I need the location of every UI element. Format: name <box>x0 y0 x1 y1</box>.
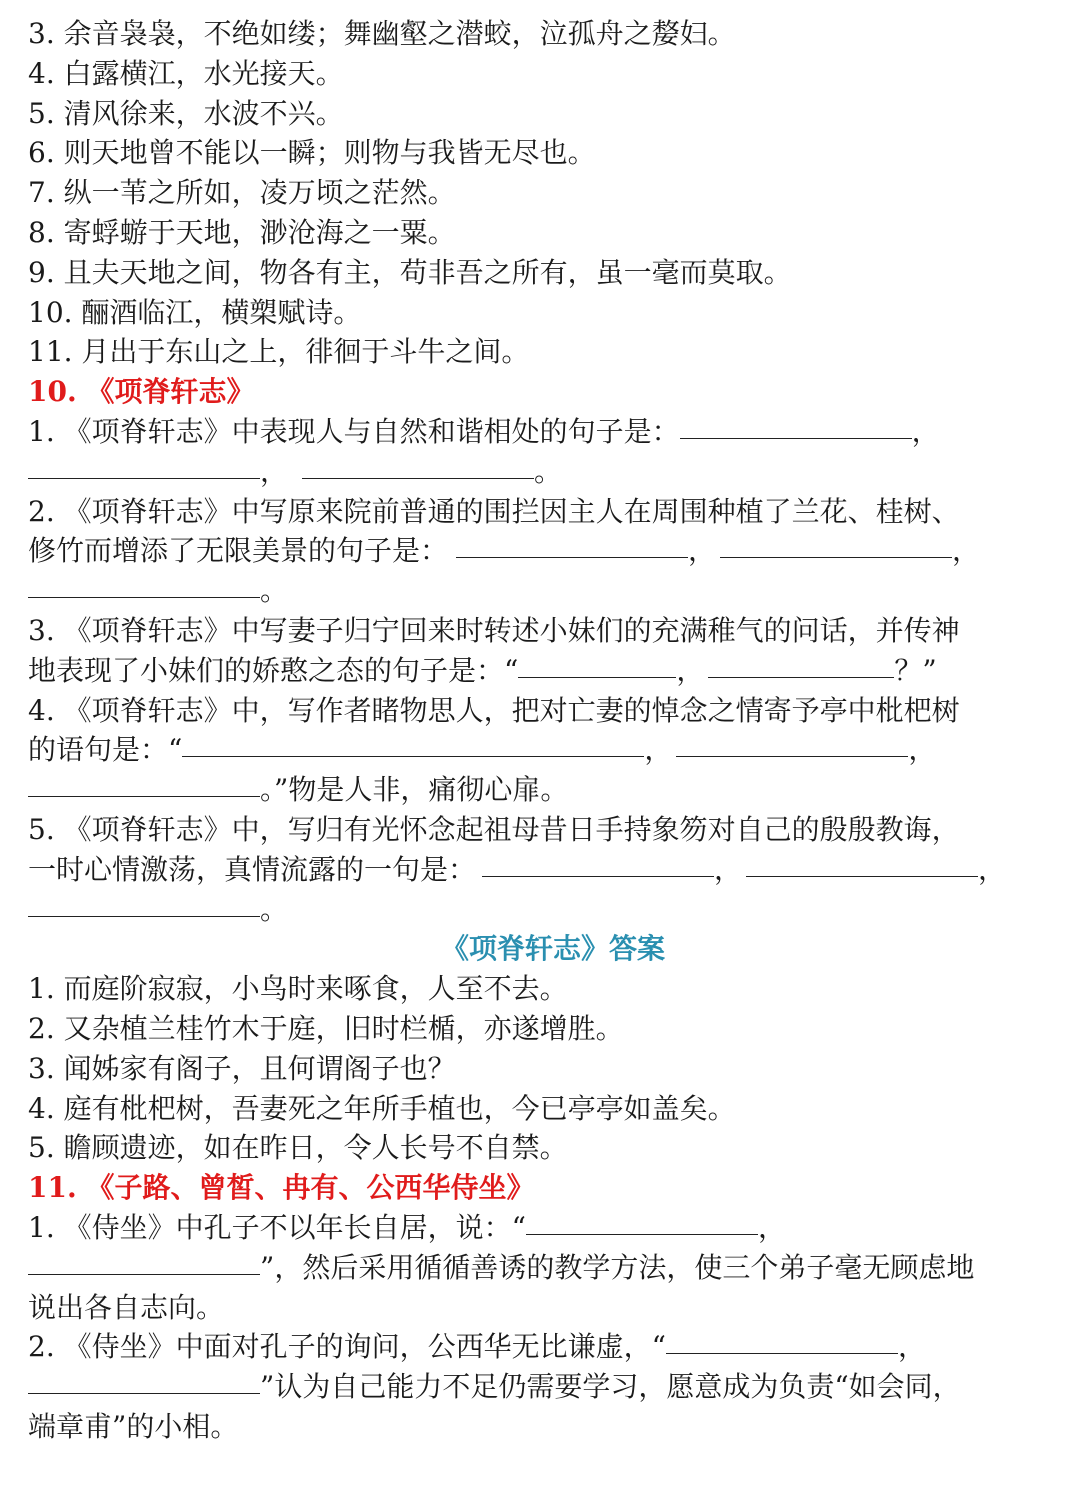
punct: 。 <box>260 574 289 608</box>
question-2-cont2: 端章甫”的小相。 <box>28 1409 239 1443</box>
section-heading-10: 10. 《项脊轩志》 <box>28 375 255 409</box>
question-4: 4. 《项脊轩志》中，写作者睹物思人，把对亡妻的悼念之情寄予亭中枇杷树 <box>28 693 960 727</box>
question-1-cont2: 说出各自志向。 <box>28 1290 225 1324</box>
punct: ， <box>897 1330 926 1364</box>
answer-line: 2. 又杂植兰桂竹木于庭，旧时栏楯，亦遂增胜。 <box>28 1011 624 1045</box>
previous-answers-list <box>28 14 1060 372</box>
question-text: 1. 《项脊轩志》中表现人与自然和谐相处的句子是： <box>28 414 680 448</box>
punct: ？” <box>894 653 937 687</box>
answer-line: 6. 则天地曾不能以一瞬；则物与我皆无尽也。 <box>28 136 596 170</box>
question-5-cont2 <box>28 890 1060 930</box>
answer-blank[interactable] <box>680 412 912 439</box>
question-text: 修竹而增添了无限美景的句子是： <box>28 534 449 568</box>
answer-line: 5. 瞻顾遗迹，如在昨日，令人长号不自禁。 <box>28 1131 568 1165</box>
question-text: 的语句是：“ <box>28 733 183 767</box>
answer-line: 3. 余音袅袅，不绝如缕；舞幽壑之潜蛟，泣孤舟之嫠妇。 <box>28 17 736 50</box>
punct: ， <box>757 1210 786 1244</box>
question-1-cont <box>28 1248 1060 1288</box>
punct: ， <box>911 414 940 448</box>
answer-line: 8. 寄蜉蝣于天地，渺沧海之一粟。 <box>28 215 456 249</box>
question-1 <box>28 412 1060 452</box>
answers-heading: 《项脊轩志》答案 <box>440 932 665 966</box>
punct: ， <box>908 733 937 767</box>
answer-line: 4. 庭有枇杷树，吾妻死之年所手植也，今已亭亭如盖矣。 <box>28 1091 736 1125</box>
answer-line: 4. 白露横江，水光接天。 <box>28 56 344 90</box>
answer-line: 11. 月出于东山之上，徘徊于斗牛之间。 <box>28 335 530 369</box>
question-text: 。”物是人非，痛彻心扉。 <box>260 773 569 807</box>
answer-blank[interactable] <box>526 1208 758 1235</box>
answer-blank[interactable] <box>28 770 260 797</box>
question-text: 地表现了小妹们的娇憨之态的句子是：“ <box>28 653 519 687</box>
punct: ， <box>714 852 743 886</box>
question-text: 一时心情激荡，真情流露的一句是： <box>28 852 477 886</box>
answer-line: 10. 酾酒临江，横槊赋诗。 <box>28 295 362 329</box>
question-2: 2. 《项脊轩志》中写原来院前普通的围拦因主人在周围种植了兰花、桂树、 <box>28 494 960 528</box>
document-page <box>28 14 1060 1447</box>
answer-blank[interactable] <box>302 452 534 479</box>
question-2-cont <box>28 1367 1060 1407</box>
answer-blank[interactable] <box>28 1248 260 1275</box>
punct: ， <box>978 852 1007 886</box>
answer-blank[interactable] <box>456 531 688 558</box>
answer-blank[interactable] <box>28 571 260 598</box>
answer-line: 5. 清风徐来，水波不兴。 <box>28 96 344 130</box>
answer-blank[interactable] <box>746 850 978 877</box>
answer-blank[interactable] <box>482 850 714 877</box>
answer-blank[interactable] <box>666 1327 898 1354</box>
answer-blank[interactable] <box>518 651 676 678</box>
answer-line: 1. 而庭阶寂寂，小鸟时来啄食，人至不去。 <box>28 972 568 1006</box>
answer-line: 7. 纵一苇之所如，凌万顷之茫然。 <box>28 176 456 210</box>
punct: ， <box>952 534 981 568</box>
question-1-cont <box>28 452 1060 492</box>
answers-list <box>28 969 1060 1168</box>
question-5: 5. 《项脊轩志》中，写归有光怀念起祖母昔日手持象笏对自己的殷殷教诲， <box>28 812 960 846</box>
question-2 <box>28 1327 1060 1367</box>
punct: ， <box>688 534 717 568</box>
question-4-cont <box>28 730 1060 770</box>
answer-line: 9. 且夫天地之间，物各有主，苟非吾之所有，虽一毫而莫取。 <box>28 255 792 289</box>
question-text: ”，然后采用循循善诱的教学方法，使三个弟子毫无顾虑地 <box>260 1250 975 1284</box>
answer-blank[interactable] <box>676 730 908 757</box>
answer-blank[interactable] <box>28 452 260 479</box>
question-3: 3. 《项脊轩志》中写妻子归宁回来时转述小妹们的充满稚气的问话，并传神 <box>28 613 960 647</box>
question-5-cont <box>28 850 1060 890</box>
answer-blank[interactable] <box>28 890 260 917</box>
question-text: 1. 《侍坐》中孔子不以年长自居，说：“ <box>28 1210 526 1244</box>
section-heading-11: 11. 《子路、曾皙、冉有、公西华侍坐》 <box>28 1171 535 1205</box>
answer-blank[interactable] <box>28 1367 260 1394</box>
punct: ， <box>644 733 673 767</box>
punct: 。 <box>260 892 289 926</box>
punct: ， <box>260 454 289 488</box>
answer-blank[interactable] <box>720 531 952 558</box>
answer-blank[interactable] <box>182 730 644 757</box>
question-text: 2. 《侍坐》中面对孔子的询问，公西华无比谦虚，“ <box>28 1330 666 1364</box>
punct: 。 <box>534 454 563 488</box>
question-2-cont <box>28 531 1060 571</box>
punct: ， <box>676 653 705 687</box>
question-4-cont2 <box>28 770 1060 810</box>
answer-blank[interactable] <box>708 651 894 678</box>
question-2-cont2 <box>28 571 1060 611</box>
question-text: ”认为自己能力不足仍需要学习，愿意成为负责“如会同， <box>260 1370 961 1404</box>
question-1 <box>28 1208 1060 1248</box>
answer-line: 3. 闻姊家有阁子，且何谓阁子也？ <box>28 1051 456 1085</box>
question-3-cont <box>28 651 1060 691</box>
